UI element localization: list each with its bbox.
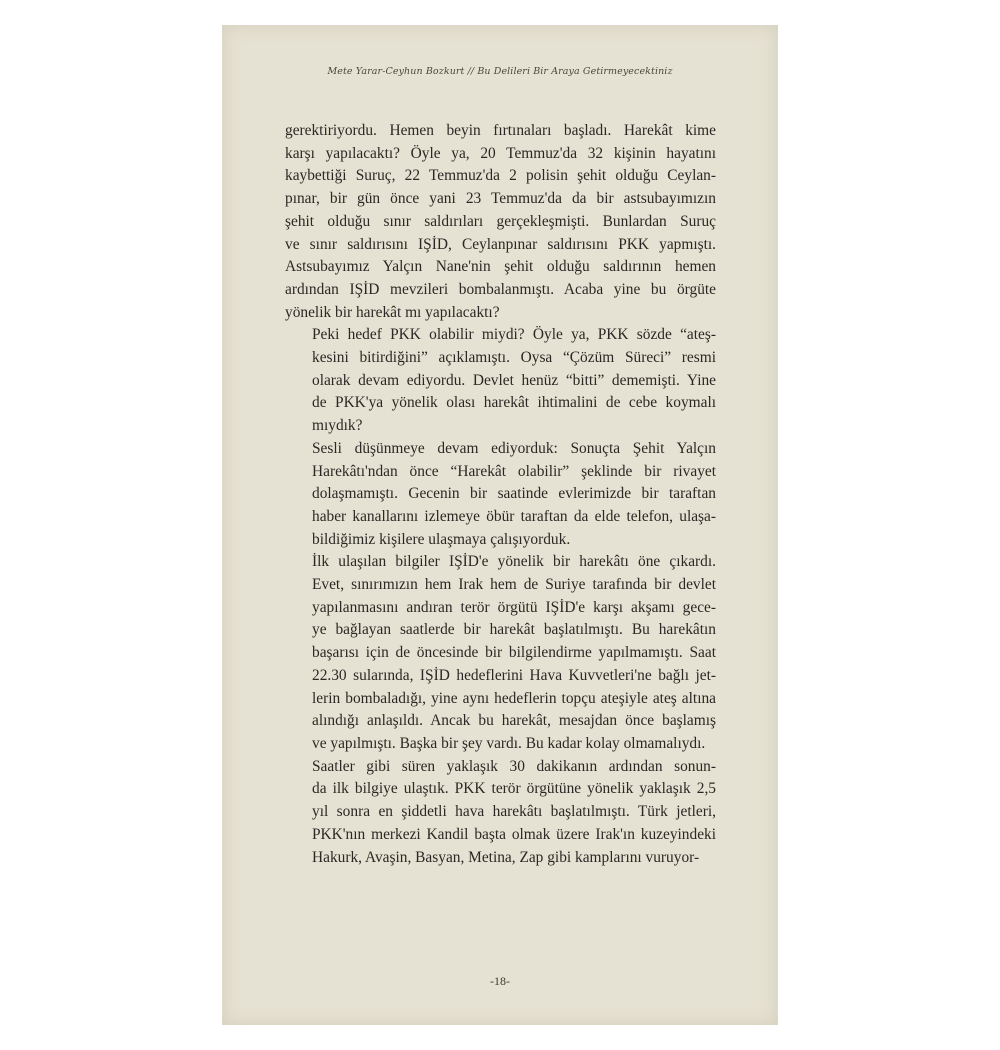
text-line: 22.30 sularında, IŞİD hedeflerini Hava Kuvvetleri'ne bağlı jet- bbox=[312, 666, 716, 684]
body-text bbox=[285, 120, 716, 869]
text-line: Harekâtı'ndan önce “Harekât olabilir” şeklinde bir rivayet bbox=[312, 462, 716, 480]
text-line: başarısı için de öncesinde bir bilgilendirme yapılmamıştı. Saat bbox=[312, 644, 716, 662]
text-line: Saatler gibi süren yaklaşık 30 dakikanın ardından sonun- bbox=[312, 757, 716, 775]
text-line: yapılanmasını andıran terör örgütü IŞİD'e karşı akşamı gece- bbox=[312, 598, 716, 616]
text-line: İlk ulaşılan bilgiler IŞİD'e yönelik bir harekâtı öne çıkardı. bbox=[312, 553, 716, 571]
text-line: PKK'nın merkezi Kandil başta olmak üzere Irak'ın kuzeyindeki bbox=[312, 825, 716, 843]
text-line: ve yapılmıştı. Başka bir şey vardı. Bu kadar kolay olmamalıydı. bbox=[312, 734, 706, 752]
text-line: ye bağlayan saatlerde bir harekât başlatılmıştı. Bu harekâtın bbox=[312, 621, 716, 639]
paragraph bbox=[285, 120, 716, 324]
text-line: olarak devam ediyordu. Devlet henüz “bitti” dememişti. Yine bbox=[312, 371, 716, 389]
text-line: lerin bombaladığı, yine aynı hedeflerin topçu ateşiyle ateş altına bbox=[312, 689, 716, 707]
text-line: Hakurk, Avaşin, Basyan, Metina, Zap gibi kamplarını vuruyor- bbox=[312, 848, 700, 866]
text-line: Peki hedef PKK olabilir miydi? Öyle ya, PKK sözde “ateş- bbox=[312, 326, 716, 344]
text-line: pınar, bir gün önce yani 23 Temmuz'da da bir astsubayımızın bbox=[285, 190, 716, 208]
page-number: -18- bbox=[490, 974, 510, 988]
text-line: dolaşmamıştı. Gecenin bir saatinde evlerimizde bir taraftan bbox=[312, 485, 716, 503]
text-line: ve sınır saldırısını IŞİD, Ceylanpınar saldırısını PKK yapmıştı. bbox=[285, 235, 716, 253]
text-line: kesini bitirdiğini” açıklamıştı. Oysa “Çözüm Süreci” resmi bbox=[312, 349, 716, 367]
text-line: mıydık? bbox=[312, 417, 363, 435]
running-header: Mete Yarar-Ceyhun Bozkurt // Bu Delileri Bir Araya Getirmeyecektiniz bbox=[327, 66, 673, 77]
text-line: de PKK'ya yönelik olası harekât ihtimalini de cebe koymalı bbox=[312, 394, 716, 412]
text-line: Sesli düşünmeye devam ediyorduk: Sonuçta Şehit Yalçın bbox=[312, 439, 716, 457]
text-line: kaybettiği Suruç, 22 Temmuz'da 2 polisin şehit olduğu Ceylan- bbox=[285, 167, 716, 185]
paragraph bbox=[285, 756, 716, 870]
text-line: da ilk bilgiye ulaştık. PKK terör örgütüne yönelik yaklaşık 2,5 bbox=[312, 780, 716, 798]
text-line: şehit olduğu sınır saldırıları gerçekleşmişti. Bunlardan Suruç bbox=[285, 212, 716, 230]
text-line: karşı yapılacaktı? Öyle ya, 20 Temmuz'da 32 kişinin hayatını bbox=[285, 144, 716, 162]
text-line: yönelik bir harekât mı yapılacaktı? bbox=[285, 303, 500, 321]
book-page bbox=[222, 25, 778, 1025]
text-line: ardından IŞİD mevzileri bombalanmıştı. Acaba yine bu örgüte bbox=[285, 280, 716, 298]
text-line: gerektiriyordu. Hemen beyin fırtınaları başladı. Harekât kime bbox=[285, 122, 716, 139]
text-line: bildiğimiz kişilere ulaşmaya çalışıyorduk. bbox=[312, 530, 571, 548]
paragraph bbox=[285, 324, 716, 438]
text-line: Astsubayımız Yalçın Nane'nin şehit olduğu saldırının hemen bbox=[285, 258, 716, 276]
text-line: Evet, sınırımızın hem Irak hem de Suriye tarafında bir devlet bbox=[312, 576, 716, 594]
text-line: yıl sonra en şiddetli hava harekâtı başlatılmıştı. Türk jetleri, bbox=[312, 803, 716, 821]
text-line: alındığı anlaşıldı. Ancak bu harekât, mesajdan önce başlamış bbox=[312, 712, 716, 730]
text-line: haber kanallarını izlemeye öbür taraftan da elde telefon, ulaşa- bbox=[312, 507, 716, 525]
paragraph bbox=[285, 551, 716, 755]
paragraph bbox=[285, 438, 716, 552]
